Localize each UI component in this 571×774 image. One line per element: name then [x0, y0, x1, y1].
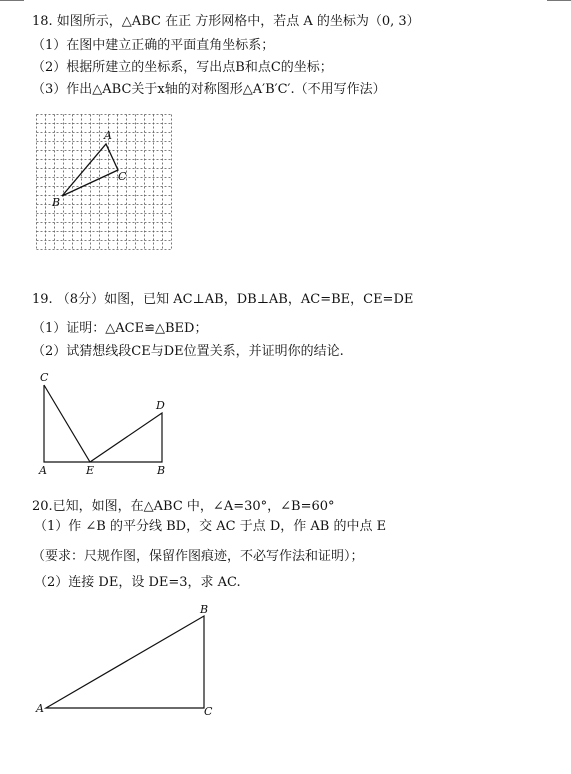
q18-label-c: C [118, 170, 127, 183]
top-rule-left [0, 0, 24, 1]
q18-grid-figure [36, 114, 172, 250]
q19-label-d: D [156, 399, 165, 412]
q19-label-c: C [40, 371, 49, 384]
q20-triangle-abc [46, 616, 204, 708]
q19-figure-lines [44, 385, 162, 462]
q19-label-a: A [39, 464, 47, 477]
q18-item-3: （3）作出△ABC关于x轴的对称图形△A′B′C′.（不用写作法） [32, 82, 386, 97]
q18-item-1: （1）在图中建立正确的平面直角坐标系； [32, 38, 275, 53]
q20-label-a: A [36, 702, 44, 715]
q20-item-3: （2）连接 DE，设 DE=3，求 AC. [34, 575, 241, 590]
q20-item-1: （1）作 ∠B 的平分线 BD，交 AC 于点 D，作 AB 的中点 E [34, 519, 387, 534]
q19-item-1: （1）证明：△ACE≌△BED； [32, 321, 208, 336]
q19-item-2: （2）试猜想线段CE与DE位置关系，并证明你的结论. [32, 344, 344, 359]
q18-label-b: B [52, 196, 61, 209]
q18-item-2: （2）根据所建立的坐标系，写出点B和点C的坐标； [32, 60, 333, 75]
q20-label-b: B [200, 603, 209, 616]
q20-figure [30, 598, 230, 720]
q18-triangle-abc [62, 144, 118, 196]
q20-item-2: （要求：尺规作图，保留作图痕迹，不必写作法和证明）； [32, 549, 364, 564]
q19-title: 19. （8分）如图，已知 AC⊥AB，DB⊥AB，AC=BE，CE=DE [32, 292, 414, 307]
q18-title: 18. 如图所示，△ABC 在正 方形网格中，若点 A 的坐标为（0, 3） [32, 14, 420, 29]
top-rule-right [547, 0, 571, 1]
q20-label-c: C [204, 705, 213, 718]
q19-figure [30, 368, 180, 478]
q18-label-a: A [104, 129, 112, 142]
q19-label-b: B [157, 464, 166, 477]
q19-label-e: E [86, 464, 95, 477]
q20-title: 20.已知，如图，在△ABC 中，∠A=30°，∠B=60° [32, 499, 335, 514]
